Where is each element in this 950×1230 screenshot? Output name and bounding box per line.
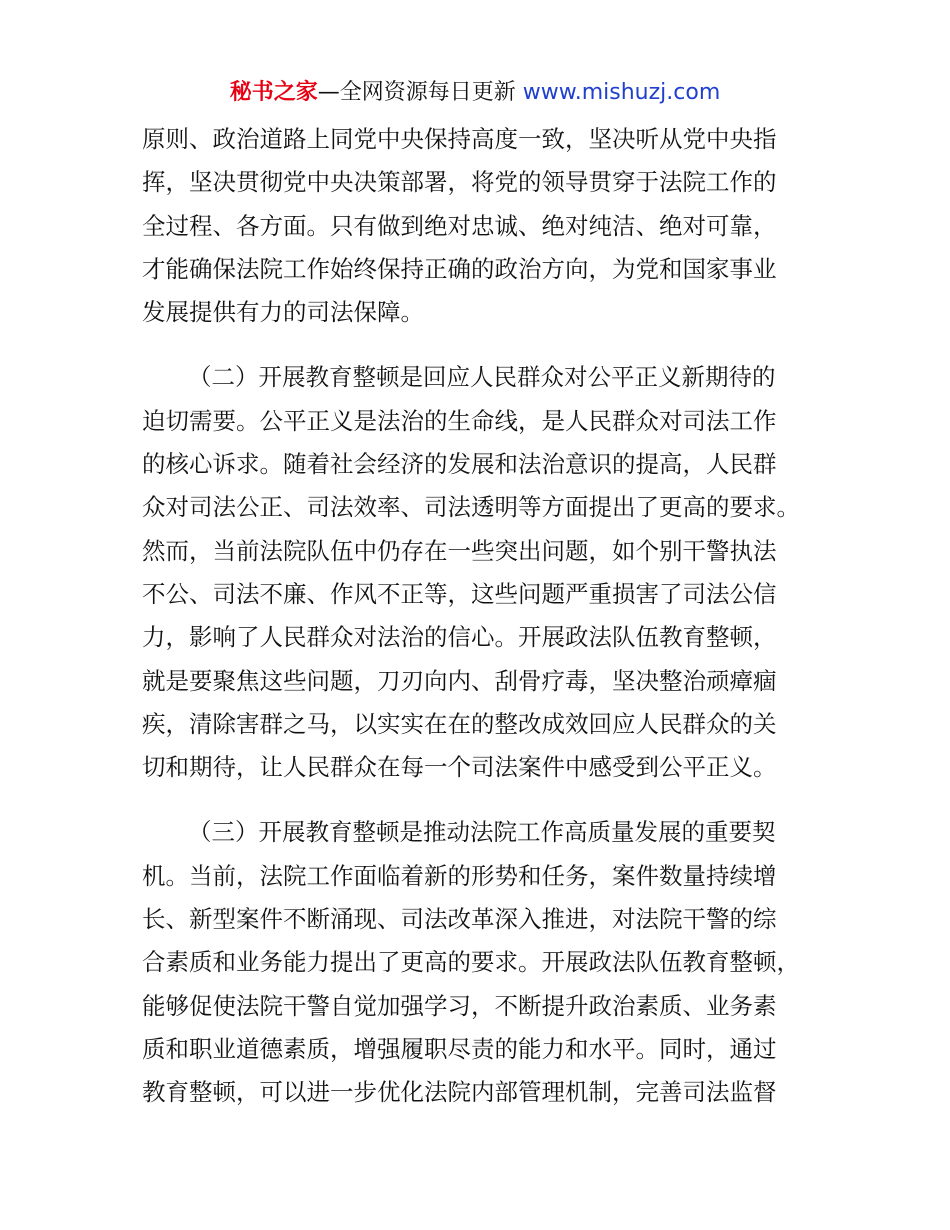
text-line: （三）开展教育整顿是推动法院工作高质量发展的重要契	[188, 818, 776, 847]
text-line: 然而，当前法院队伍中仍存在一些突出问题，如个别干警执法	[142, 536, 777, 565]
paragraph	[142, 356, 822, 789]
paragraph-gap	[142, 789, 822, 811]
text-line: 迫切需要。公平正义是法治的生命线，是人民群众对司法工作	[142, 406, 777, 435]
text-line: 教育整顿，可以进一步优化法院内部管理机制，完善司法监督	[142, 1078, 777, 1107]
text-line: 不公、司法不廉、作风不正等，这些问题严重损害了司法公信	[142, 579, 777, 608]
text-line: 发展提供有力的司法保障。	[142, 298, 424, 327]
document-body	[142, 118, 822, 1115]
site-url-link[interactable]: www.mishuzj.com	[522, 80, 721, 105]
site-brand: 秘书之家	[229, 80, 318, 105]
text-line: 众对司法公正、司法效率、司法透明等方面提出了更高的要求。	[142, 493, 800, 522]
text-line: 切和期待，让人民群众在每一个司法案件中感受到公平正义。	[142, 753, 777, 782]
text-line: 能够促使法院干警自觉加强学习，不断提升政治素质、业务素	[142, 991, 777, 1020]
text-line: 全过程、各方面。只有做到绝对忠诚、绝对纯洁、绝对可靠，	[142, 211, 777, 240]
text-line: 机。当前，法院工作面临着新的形势和任务，案件数量持续增	[142, 861, 777, 890]
text-line: 的核心诉求。随着社会经济的发展和法治意识的提高，人民群	[142, 450, 777, 479]
site-header	[0, 77, 950, 109]
text-line: 疾，清除害群之马，以实实在在的整改成效回应人民群众的关	[142, 709, 777, 738]
text-line: 原则、政治道路上同党中央保持高度一致，坚决听从党中央指	[142, 125, 777, 153]
text-line: 长、新型案件不断涌现、司法改革深入推进，对法院干警的综	[142, 905, 777, 934]
text-line: 合素质和业务能力提出了更高的要求。开展政法队伍教育整顿，	[142, 948, 800, 977]
text-line: 质和职业道德素质，增强履职尽责的能力和水平。同时，通过	[142, 1034, 777, 1063]
paragraph	[142, 811, 822, 1114]
text-line: 就是要聚焦这些问题，刀刃向内、刮骨疗毒，坚决整治顽瘴痼	[142, 666, 777, 695]
text-line: 挥，坚决贯彻党中央决策部署，将党的领导贯穿于法院工作的	[142, 168, 777, 197]
paragraph	[142, 118, 822, 334]
text-line: （二）开展教育整顿是回应人民群众对公平正义新期待的	[188, 363, 776, 392]
paragraph-gap	[142, 334, 822, 356]
site-tagline: —全网资源每日更新	[317, 80, 523, 105]
text-line: 力，影响了人民群众对法治的信心。开展政法队伍教育整顿，	[142, 623, 777, 652]
text-line: 才能确保法院工作始终保持正确的政治方向，为党和国家事业	[142, 254, 777, 283]
